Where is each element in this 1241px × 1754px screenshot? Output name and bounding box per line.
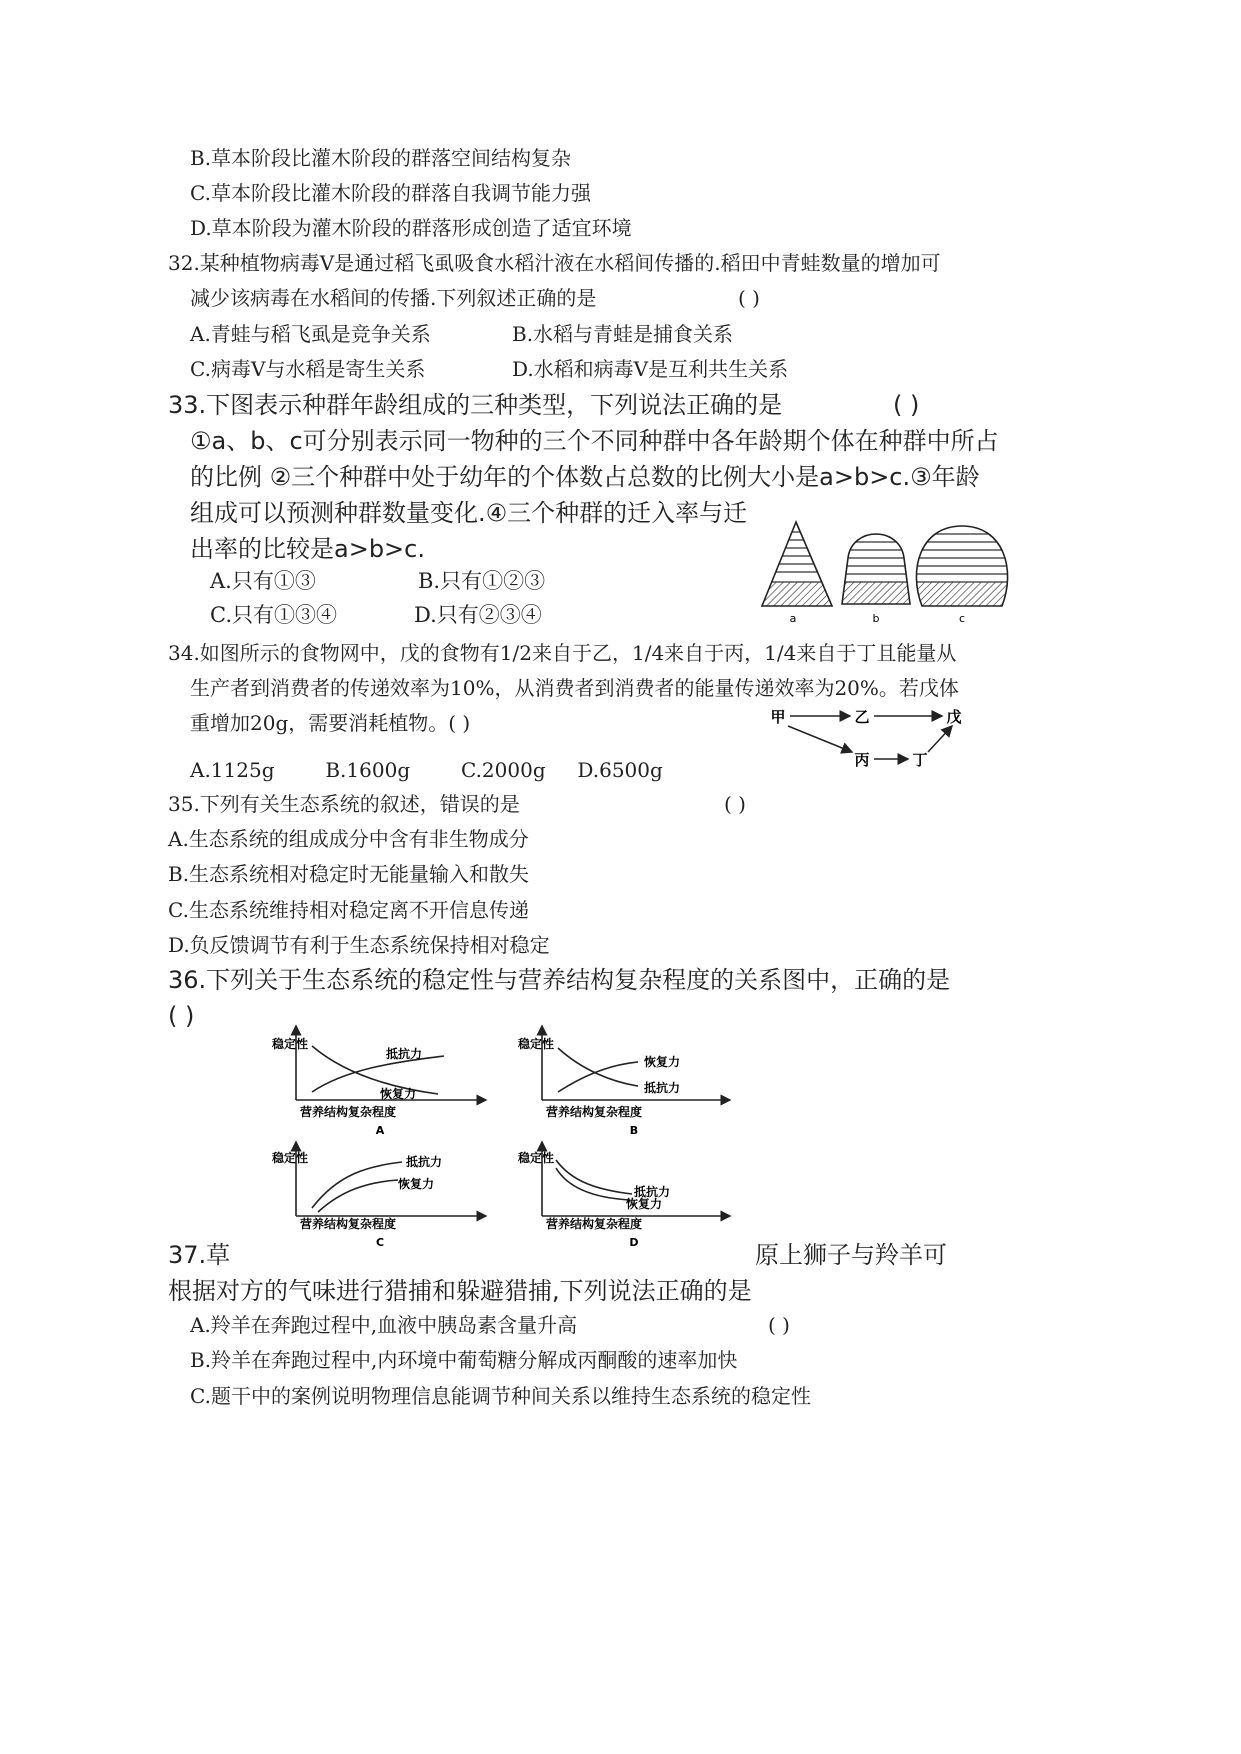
panel-c-recovery-curve (318, 1180, 398, 1212)
panel-a-id: A (375, 1124, 385, 1137)
q31-option-d: D.草本阶段为灌木阶段的群落形成创造了适宜环境 (190, 216, 632, 240)
q34-options: A.1125g B.1600g C.2000g D.6500g (190, 758, 663, 782)
q33-option-d: D.只有②③④ (414, 603, 542, 627)
panel-b-lower-label: 抵抗力 (644, 1081, 681, 1095)
panel-c-id: C (375, 1236, 385, 1249)
q33-stem-line2: ①a、b、c可分别表示同一物种的三个不同种群中各年龄期个体在种群中所占 (190, 427, 999, 455)
arrow-ding-wu (928, 726, 952, 752)
q35-option-d: D.负反馈调节有利于生态系统保持相对稳定 (168, 933, 550, 957)
q35-option-c: C.生态系统维持相对稳定离不开信息传递 (168, 898, 529, 922)
panel-b-xlabel: 营养结构复杂程度 (546, 1105, 643, 1119)
q33-answer-paren: ( ) (893, 391, 920, 419)
q33-stem-line4: 组成可以预测种群数量变化.④三个种群的迁入率与迁 (190, 499, 748, 527)
q32-option-a: A.青蛙与稻飞虱是竞争关系 (190, 322, 431, 346)
panel-b-ylabel: 稳定性 (518, 1037, 555, 1051)
q33-stem-line5: 出率的比较是a>b>c. (190, 535, 425, 563)
q37-stem-line1-end: 原上狮子与羚羊可 (755, 1241, 947, 1269)
panel-b-resistance-curve (558, 1048, 638, 1086)
q31-option-b: B.草本阶段比灌木阶段的群落空间结构复杂 (190, 146, 572, 170)
panel-d-upper-label: 抵抗力 (634, 1185, 671, 1199)
panel-a-lower-label: 恢复力 (380, 1087, 417, 1101)
panel-d-resistance-curve (556, 1160, 632, 1194)
node-yi: 乙 (854, 708, 870, 726)
panel-b-recovery-curve (558, 1062, 638, 1092)
q33-option-c: C.只有①③④ (210, 603, 337, 627)
panel-d-ylabel: 稳定性 (518, 1151, 555, 1165)
arrow-jia-bing (788, 726, 852, 752)
q35-answer-paren: ( ) (724, 792, 746, 816)
panel-c-resistance-curve (312, 1162, 402, 1208)
panel-c-upper-label: 抵抗力 (406, 1155, 443, 1169)
panel-c-xlabel: 营养结构复杂程度 (300, 1217, 397, 1231)
panel-a-ylabel: 稳定性 (272, 1037, 309, 1051)
panel-c-ylabel: 稳定性 (272, 1151, 309, 1165)
panel-b-upper-label: 恢复力 (644, 1055, 681, 1069)
panel-c (271, 1146, 482, 1249)
q37-option-b: B.羚羊在奔跑过程中,内环境中葡萄糖分解成丙酮酸的速率加快 (190, 1348, 738, 1372)
node-ding: 丁 (912, 751, 928, 769)
q32-option-d: D.水稻和病毒V是互利共生关系 (512, 357, 789, 381)
panel-b-id: B (629, 1124, 639, 1137)
q35-option-a: A.生态系统的组成成分中含有非生物成分 (168, 827, 529, 851)
q37-answer-paren: ( ) (768, 1313, 790, 1337)
q37-option-c: C.题干中的案例说明物理信息能调节种间关系以维持生态系统的稳定性 (190, 1384, 811, 1408)
panel-d-id: D (629, 1236, 639, 1249)
q32-stem-line2: 减少该病毒在水稻间的传播.下列叙述正确的是 (190, 286, 597, 310)
q32-option-b: B.水稻与青蛙是捕食关系 (512, 322, 734, 346)
panel-d-lower-label: 恢复力 (626, 1197, 663, 1211)
pyramid-label-b: b (872, 612, 880, 625)
pyramid-b (838, 534, 918, 608)
node-bing: 丙 (854, 751, 870, 769)
panel-a-resistance-curve (312, 1056, 444, 1092)
q31-option-c: C.草本阶段比灌木阶段的群落自我调节能力强 (190, 181, 591, 205)
panel-a-xlabel: 营养结构复杂程度 (300, 1105, 397, 1119)
pyramid-label-c: c (958, 612, 966, 625)
node-jia: 甲 (770, 708, 786, 726)
q34-stem-line2: 生产者到消费者的传递效率为10%，从消费者到消费者的能量传递效率为20%。若戊体 (190, 676, 959, 700)
q35-option-b: B.生态系统相对稳定时无能量输入和散失 (168, 862, 530, 886)
age-pyramid-figure (748, 518, 1010, 628)
panel-d-xlabel: 营养结构复杂程度 (546, 1217, 643, 1231)
q33-option-a: A.只有①③ (210, 569, 316, 593)
panel-c-lower-label: 恢复力 (398, 1177, 435, 1191)
q34-stem-line3: 重增加20g，需要消耗植物。( ) (190, 711, 471, 735)
q35-stem: 35.下列有关生态系统的叙述，错误的是 (168, 792, 520, 816)
q33-option-b: B.只有①②③ (418, 569, 546, 593)
q34-stem-line1: 34.如图所示的食物网中，戊的食物有1/2来自于乙，1/4来自于丙，1/4来自于丁且能量从 (168, 641, 957, 665)
q37-stem-line2: 根据对方的气味进行猎捕和躲避猎捕,下列说法正确的是 (168, 1277, 752, 1305)
pyramid-label-a: a (789, 612, 797, 625)
panel-a (271, 1030, 482, 1137)
q36-stem: 36.下列关于生态系统的稳定性与营养结构复杂程度的关系图中，正确的是 (168, 966, 951, 994)
pyramid-a (748, 522, 848, 608)
node-wu: 戊 (946, 708, 962, 726)
panel-d (517, 1146, 726, 1249)
panel-b (517, 1030, 726, 1137)
q33-stem-line3: 的比例 ②三个种群中处于幼年的个体数占总数的比例大小是a>b>c.③年龄 (190, 463, 980, 491)
q33-stem-line1: 33.下图表示种群年龄组成的三种类型，下列说法正确的是 (168, 391, 783, 419)
stability-figure (268, 1024, 738, 1252)
q32-answer-paren: ( ) (738, 286, 760, 310)
panel-a-upper-label: 抵抗力 (386, 1047, 423, 1061)
q37-stem-line1-start: 37.草 (168, 1241, 231, 1269)
q36-answer-paren: ( ) (168, 1002, 195, 1030)
q32-stem-line1: 32.某种植物病毒V是通过稻飞虱吸食水稻汁液在水稻间传播的.稻田中青蛙数量的增加可 (168, 251, 941, 275)
food-web-figure (764, 702, 974, 774)
q37-option-a: A.羚羊在奔跑过程中,血液中胰岛素含量升高 (190, 1313, 578, 1337)
q32-option-c: C.病毒V与水稻是寄生关系 (190, 357, 426, 381)
pyramid-c (908, 526, 1010, 608)
